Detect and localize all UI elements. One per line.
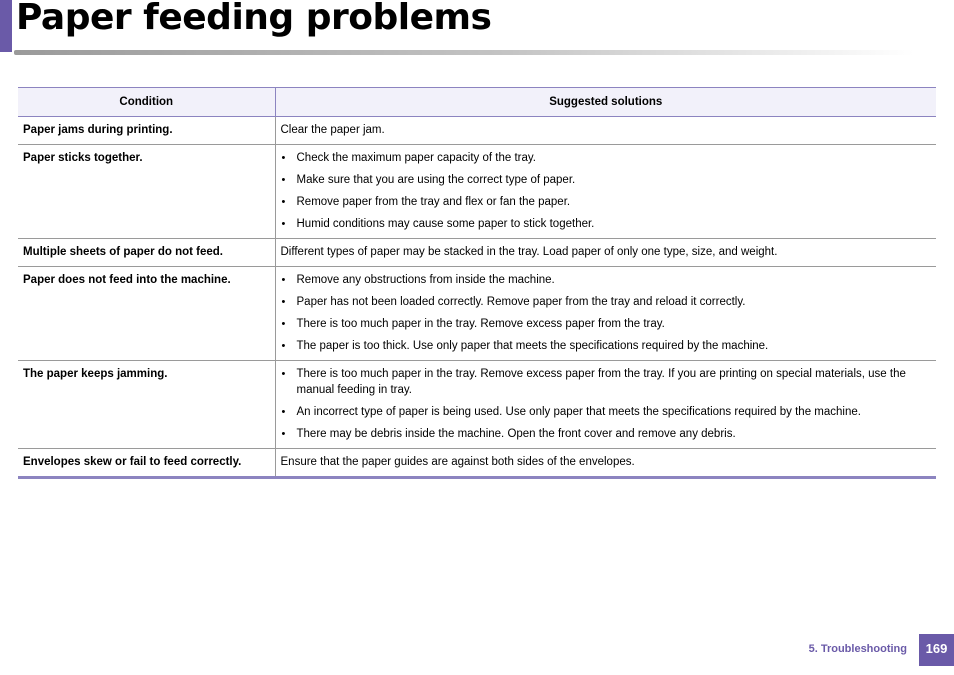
list-item bbox=[281, 172, 932, 188]
solutions-cell bbox=[275, 361, 936, 449]
bullet-icon: • bbox=[281, 274, 286, 286]
condition-cell: Multiple sheets of paper do not feed. bbox=[18, 239, 275, 267]
table-row bbox=[18, 361, 936, 449]
list-item bbox=[281, 426, 932, 442]
footer-section-label: 5. Troubleshooting bbox=[808, 643, 907, 655]
list-item bbox=[281, 366, 932, 398]
bullet-icon: • bbox=[281, 174, 286, 186]
list-item bbox=[281, 404, 932, 420]
solution-text: Remove any obstructions from inside the machine. bbox=[296, 274, 555, 286]
condition-cell: The paper keeps jamming. bbox=[18, 361, 275, 449]
solution-text: Humid conditions may cause some paper to stick together. bbox=[296, 218, 595, 230]
solution-text: Paper has not been loaded correctly. Remove paper from the tray and reload it correctly. bbox=[296, 296, 746, 308]
list-item bbox=[281, 194, 932, 210]
solutions-cell bbox=[275, 449, 936, 478]
solution-text: There is too much paper in the tray. Remove excess paper from the tray. If you are printing on special materials, use the manual feeding in tray. bbox=[296, 368, 906, 396]
solutions-cell bbox=[275, 239, 936, 267]
header-condition: Condition bbox=[18, 88, 275, 117]
list-item bbox=[281, 150, 932, 166]
page-number-badge: 169 bbox=[919, 634, 954, 666]
table-body bbox=[18, 117, 936, 478]
bullet-icon: • bbox=[281, 196, 286, 208]
bullet-icon: • bbox=[281, 368, 286, 380]
list-item bbox=[281, 338, 932, 354]
solutions-list bbox=[281, 150, 932, 232]
condition-cell: Paper sticks together. bbox=[18, 145, 275, 239]
solution-text: Clear the paper jam. bbox=[280, 124, 385, 136]
problems-table bbox=[18, 87, 936, 479]
title-underline bbox=[14, 50, 914, 55]
solution-text: There is too much paper in the tray. Remove excess paper from the tray. bbox=[296, 318, 665, 330]
solutions-cell bbox=[275, 145, 936, 239]
bullet-icon: • bbox=[281, 406, 286, 418]
solution-text: Remove paper from the tray and flex or fan the paper. bbox=[296, 196, 571, 208]
solutions-list bbox=[281, 366, 932, 442]
table-row bbox=[18, 449, 936, 478]
bullet-icon: • bbox=[281, 318, 286, 330]
condition-cell: Paper jams during printing. bbox=[18, 117, 275, 145]
page-title: Paper feeding problems bbox=[16, 0, 492, 38]
solution-text: The paper is too thick. Use only paper that meets the specifications required by the machine. bbox=[296, 340, 769, 352]
bullet-icon: • bbox=[281, 152, 286, 164]
title-accent-bar bbox=[0, 0, 12, 52]
solution-text: Make sure that you are using the correct type of paper. bbox=[296, 174, 576, 186]
bullet-icon: • bbox=[281, 340, 286, 352]
bullet-icon: • bbox=[281, 428, 286, 440]
table-row bbox=[18, 145, 936, 239]
solution-text: There may be debris inside the machine. Open the front cover and remove any debris. bbox=[296, 428, 736, 440]
solution-text: Ensure that the paper guides are against both sides of the envelopes. bbox=[280, 456, 635, 468]
condition-cell: Envelopes skew or fail to feed correctly. bbox=[18, 449, 275, 478]
solution-text: Check the maximum paper capacity of the tray. bbox=[296, 152, 536, 164]
list-item bbox=[281, 216, 932, 232]
list-item bbox=[281, 294, 932, 310]
solution-text: Different types of paper may be stacked in the tray. Load paper of only one type, size, and weight. bbox=[280, 246, 778, 258]
problems-table-container bbox=[18, 87, 936, 479]
table-header-row bbox=[18, 88, 936, 117]
solutions-list bbox=[281, 272, 932, 354]
bullet-icon: • bbox=[281, 218, 286, 230]
list-item bbox=[281, 272, 932, 288]
bullet-icon: • bbox=[281, 296, 286, 308]
solutions-cell bbox=[275, 117, 936, 145]
list-item bbox=[281, 316, 932, 332]
solutions-cell bbox=[275, 267, 936, 361]
header-solutions: Suggested solutions bbox=[275, 88, 936, 117]
table-row bbox=[18, 239, 936, 267]
table-row bbox=[18, 267, 936, 361]
condition-cell: Paper does not feed into the machine. bbox=[18, 267, 275, 361]
solution-text: An incorrect type of paper is being used. Use only paper that meets the specifications required by the machine. bbox=[296, 406, 861, 418]
table-row bbox=[18, 117, 936, 145]
